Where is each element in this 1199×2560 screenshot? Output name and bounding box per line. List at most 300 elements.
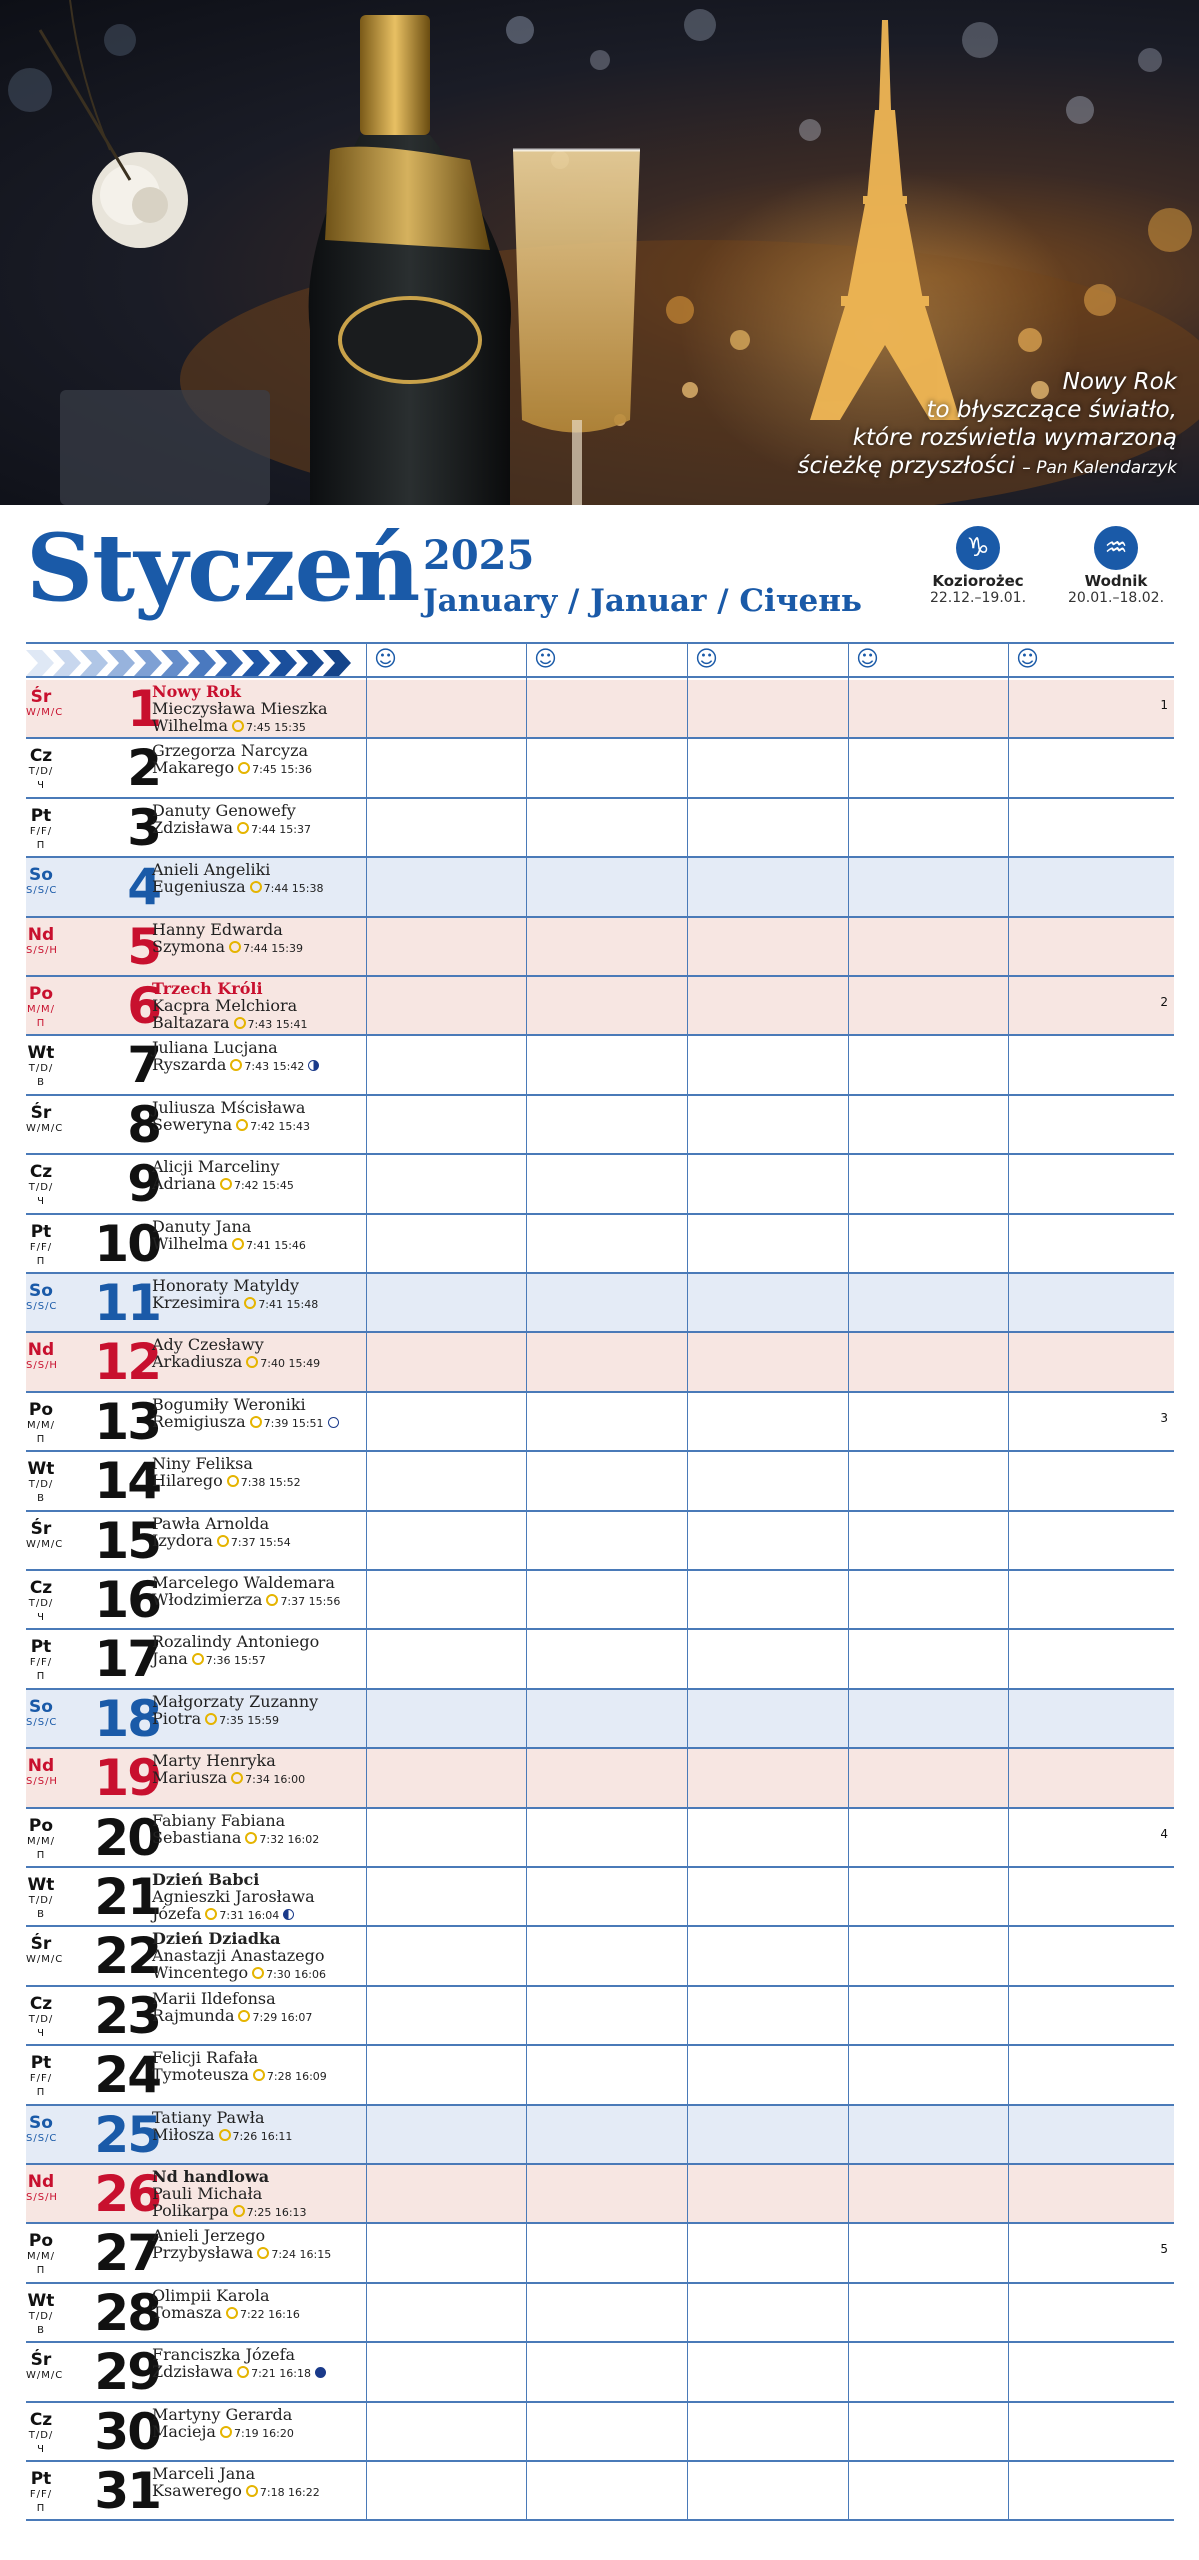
note-cell[interactable] (1008, 1868, 1174, 1925)
note-cell[interactable] (848, 2343, 1008, 2400)
note-cell[interactable] (366, 2403, 526, 2460)
day-number: 20 (94, 1808, 160, 1867)
note-cell[interactable] (848, 1690, 1008, 1747)
note-cell[interactable] (1008, 1452, 1174, 1509)
holiday-label: Nd handlowa (152, 2167, 270, 2186)
note-cell[interactable] (687, 2284, 848, 2341)
column-divider (526, 642, 527, 2521)
weekday (26, 1579, 56, 1625)
note-cell[interactable] (366, 2046, 526, 2103)
note-cell[interactable] (1008, 2106, 1174, 2163)
name-day-text: Baltazara (152, 1013, 230, 1032)
day-number: 2 (127, 739, 160, 798)
note-cell[interactable] (687, 1809, 848, 1866)
note-cell[interactable] (526, 1452, 687, 1509)
note-cell[interactable] (687, 1868, 848, 1925)
note-cell[interactable] (848, 2106, 1008, 2163)
note-cell[interactable] (848, 1927, 1008, 1984)
note-cell[interactable] (366, 1393, 526, 1450)
note-cell[interactable] (848, 2046, 1008, 2103)
weekday (26, 1518, 64, 1552)
note-cell[interactable] (687, 2224, 848, 2281)
sunrise-sunset: 7:37 15:54 (230, 1535, 291, 1549)
day-number: 23 (94, 1986, 160, 2045)
name-day-line (152, 2363, 326, 2382)
note-cell[interactable] (366, 1096, 526, 1153)
note-cell[interactable] (687, 1333, 848, 1390)
note-cell[interactable] (366, 680, 526, 737)
note-cell[interactable] (848, 799, 1008, 856)
day-row (26, 1215, 1174, 1274)
sunrise-sunset: 7:26 16:11 (232, 2129, 293, 2143)
note-cell[interactable] (1008, 2046, 1174, 2103)
note-cell[interactable] (366, 1630, 526, 1687)
note-cell[interactable] (366, 1274, 526, 1331)
note-cell[interactable] (848, 2462, 1008, 2519)
day-row (26, 1868, 1174, 1927)
weekday-abbr: Wt (27, 1875, 55, 1895)
weekday-abbr: Śr (30, 1102, 52, 1123)
note-cell[interactable] (526, 2284, 687, 2341)
note-cell[interactable] (848, 1393, 1008, 1450)
sunrise-sunset: 7:45 15:36 (252, 763, 313, 777)
name-day-line (152, 1158, 294, 1175)
note-cell[interactable] (526, 1809, 687, 1866)
note-cell[interactable] (687, 1393, 848, 1450)
name-day-text: Seweryna (152, 1114, 233, 1134)
note-cell[interactable] (526, 1096, 687, 1153)
note-cell[interactable] (1008, 1630, 1174, 1687)
holiday-label: Nowy Rok (152, 682, 241, 701)
name-day-text: Olimpii Karola (152, 2285, 270, 2305)
column-divider (687, 642, 688, 2521)
sun-times (229, 942, 303, 955)
note-cell[interactable] (526, 739, 687, 796)
note-cell[interactable] (848, 1630, 1008, 1687)
sun-times (252, 1968, 326, 1981)
note-cell[interactable] (526, 1274, 687, 1331)
sun-times (232, 721, 306, 734)
note-cell[interactable] (366, 1809, 526, 1866)
name-days (152, 1396, 339, 1432)
name-day-text: Marceli Jana (152, 2464, 256, 2483)
name-day-text: Włodzimierza (152, 1590, 263, 1609)
note-cell[interactable] (366, 1690, 526, 1747)
note-cell[interactable] (366, 1868, 526, 1925)
note-cell[interactable] (526, 1155, 687, 1212)
note-cell[interactable] (848, 1571, 1008, 1628)
sun-times (238, 2011, 312, 2024)
sun-times (246, 2486, 320, 2499)
note-cell[interactable] (526, 1690, 687, 1747)
name-day-text: Alicji Marceliny (152, 1157, 280, 1177)
weekday (26, 1757, 56, 1789)
note-cell[interactable] (1008, 2224, 1174, 2281)
note-cell[interactable] (848, 739, 1008, 796)
day-row (26, 1987, 1174, 2046)
note-cell[interactable] (687, 739, 848, 796)
note-cell[interactable] (1008, 858, 1174, 915)
note-cell[interactable] (366, 1036, 526, 1093)
note-cell[interactable] (687, 799, 848, 856)
note-cell[interactable] (848, 1096, 1008, 1153)
note-cell[interactable] (1008, 1571, 1174, 1628)
note-cell[interactable] (526, 680, 687, 737)
week-number: 2 (1160, 995, 1168, 1009)
day-number: 5 (127, 917, 160, 976)
sun-times (238, 763, 312, 776)
holiday-label: Dzień Dziadka (152, 1929, 281, 1949)
weekday-translations: T/D/В (28, 2310, 54, 2336)
weekday-translations: S/S/H (26, 1360, 58, 1372)
note-cell[interactable] (687, 2046, 848, 2103)
sunrise-sunset: 7:30 16:06 (266, 1968, 326, 1982)
note-cell[interactable] (1008, 1809, 1174, 1866)
note-cell[interactable] (526, 2343, 687, 2400)
note-cell[interactable] (526, 1333, 687, 1390)
sun-times (219, 2130, 293, 2143)
note-cell[interactable] (1008, 918, 1174, 975)
note-cell[interactable] (526, 977, 687, 1034)
quote-line: Nowy Rok (1062, 369, 1177, 395)
note-cell[interactable] (687, 1571, 848, 1628)
name-day-line (152, 1532, 291, 1551)
note-cell[interactable] (366, 2106, 526, 2163)
sun-times (231, 1773, 305, 1786)
note-cell[interactable] (526, 858, 687, 915)
sun-icon (230, 1059, 242, 1071)
day-number: 13 (94, 1392, 160, 1451)
sun-icon (246, 1356, 258, 1368)
note-cell[interactable] (848, 2403, 1008, 2460)
month-title: Styczeń (26, 513, 420, 622)
note-cell[interactable] (1008, 739, 1174, 796)
note-cell[interactable] (366, 739, 526, 796)
note-cell[interactable] (687, 2106, 848, 2163)
name-days (152, 1990, 312, 2026)
note-cell[interactable] (687, 2165, 848, 2222)
name-day-text: Pauli Michała (152, 2184, 263, 2203)
note-cell[interactable] (848, 1987, 1008, 2044)
note-cell[interactable] (366, 1512, 526, 1569)
name-days (152, 1455, 301, 1491)
name-day-text: Zdzisława (152, 817, 234, 837)
note-cell[interactable] (526, 2403, 687, 2460)
note-cell[interactable] (687, 2403, 848, 2460)
sunrise-sunset: 7:24 16:15 (271, 2248, 332, 2262)
note-cell[interactable] (366, 1927, 526, 1984)
note-cell[interactable] (687, 1215, 848, 1272)
weekday-translations: W/M/C (26, 1954, 64, 1966)
name-day-text: Niny Feliksa (152, 1454, 253, 1474)
note-cell[interactable] (687, 1927, 848, 1984)
hero-quote (797, 368, 1177, 482)
name-day-line (152, 2202, 307, 2221)
note-cell[interactable] (366, 1749, 526, 1806)
week-number: 5 (1160, 2242, 1168, 2257)
note-cell[interactable] (1008, 1215, 1174, 1272)
note-cell[interactable] (848, 1452, 1008, 1509)
name-days (152, 1871, 315, 1924)
name-day-text: Marii Ildefonsa (152, 1988, 276, 2008)
day-number: 6 (127, 977, 160, 1035)
name-day-text: Pawła Arnolda (152, 1513, 270, 1533)
holiday-label: Dzień Babci (152, 1870, 260, 1889)
note-cell[interactable] (848, 1215, 1008, 1272)
note-cell[interactable] (848, 2224, 1008, 2281)
weekday-abbr: Po (28, 1815, 54, 1836)
sun-times (220, 2427, 294, 2440)
note-cell[interactable] (526, 1215, 687, 1272)
name-day-line (152, 717, 328, 736)
note-cell[interactable] (687, 858, 848, 915)
note-cell[interactable] (526, 799, 687, 856)
note-cell[interactable] (687, 1096, 848, 1153)
name-day-line (152, 1175, 294, 1194)
quote-line (797, 452, 1177, 482)
note-cell[interactable] (848, 1155, 1008, 1212)
sun-icon (236, 1119, 248, 1131)
note-cell[interactable] (848, 1868, 1008, 1925)
sun-times (205, 1909, 279, 1922)
note-cell[interactable] (526, 1987, 687, 2044)
note-cell[interactable] (687, 1749, 848, 1806)
day-number: 27 (94, 2224, 160, 2283)
name-days (152, 2168, 307, 2221)
note-cell[interactable] (366, 799, 526, 856)
note-cell[interactable] (366, 2462, 526, 2519)
note-cell[interactable] (848, 918, 1008, 975)
name-day-text: Tatiany Pawła (152, 2107, 265, 2127)
name-day-line (152, 2109, 292, 2126)
note-cell[interactable] (526, 1036, 687, 1093)
note-cell[interactable] (1008, 977, 1174, 1034)
sun-times (253, 2070, 327, 2083)
name-day-line (152, 2049, 327, 2066)
day-number: 31 (94, 2462, 160, 2520)
note-cell[interactable] (848, 680, 1008, 737)
name-day-text: Wilhelma (152, 716, 228, 735)
note-cell[interactable] (687, 680, 848, 737)
note-cell[interactable] (526, 918, 687, 975)
name-day-line (152, 742, 312, 759)
note-cell[interactable] (1008, 1393, 1174, 1450)
holiday-label: Trzech Króli (152, 979, 263, 998)
name-day-line (152, 921, 303, 938)
sun-times (244, 1298, 318, 1311)
weekday (26, 1698, 56, 1730)
name-day-text: Jana (152, 1649, 188, 1669)
note-cell[interactable] (687, 2462, 848, 2519)
name-day-line (152, 1650, 319, 1669)
weekday-abbr: Wt (27, 2290, 55, 2311)
note-cell[interactable] (366, 1155, 526, 1212)
name-day-line (152, 1116, 310, 1135)
note-cell[interactable] (526, 1868, 687, 1925)
name-days (152, 1930, 326, 1983)
note-cell[interactable] (366, 1215, 526, 1272)
note-cell[interactable] (526, 1393, 687, 1450)
note-cell[interactable] (366, 2165, 526, 2222)
note-cell[interactable] (1008, 2284, 1174, 2341)
sun-times (205, 1714, 279, 1727)
note-cell[interactable] (687, 1512, 848, 1569)
note-cell[interactable] (1008, 1987, 1174, 2044)
day-row (26, 1749, 1174, 1808)
sun-icon (244, 1297, 256, 1309)
note-cell[interactable] (366, 2224, 526, 2281)
column-divider (1008, 642, 1009, 2521)
name-day-line (152, 1515, 291, 1532)
note-cell[interactable] (848, 977, 1008, 1034)
note-cell[interactable] (848, 2284, 1008, 2341)
chevron-arrow (296, 650, 324, 676)
name-day-text: Agnieszki Jarosława (152, 1887, 315, 1906)
name-days (152, 2287, 300, 2323)
name-day-line (152, 2482, 320, 2501)
name-day-text: Mieczysława Mieszka (152, 699, 328, 718)
name-day-line (152, 1413, 339, 1432)
note-cell[interactable] (526, 1630, 687, 1687)
sun-times (230, 1060, 304, 1073)
note-cell[interactable] (1008, 1927, 1174, 1984)
name-day-text: Danuty Genowefy (152, 800, 296, 820)
month-translations: January / Januar / Січень (423, 583, 862, 619)
note-cell[interactable] (526, 1749, 687, 1806)
note-cell[interactable] (1008, 2165, 1174, 2222)
note-cell[interactable] (1008, 799, 1174, 856)
name-day-line (152, 1294, 318, 1313)
sunrise-sunset: 7:45 15:35 (246, 721, 306, 734)
name-day-text: Bogumiły Weroniki (152, 1394, 306, 1414)
note-cell[interactable] (366, 2284, 526, 2341)
name-days (152, 1158, 294, 1194)
note-cell[interactable] (526, 2224, 687, 2281)
sun-times (234, 1018, 308, 1031)
note-cell[interactable] (366, 1452, 526, 1509)
note-cell[interactable] (526, 2165, 687, 2222)
note-cell[interactable] (526, 2462, 687, 2519)
note-cell[interactable] (366, 1571, 526, 1628)
week-number: 3 (1160, 1410, 1168, 1425)
note-cell[interactable] (848, 1809, 1008, 1866)
note-cell[interactable] (687, 1690, 848, 1747)
note-cell[interactable] (1008, 1096, 1174, 1153)
weekday-translations: M/M/П (27, 1419, 55, 1445)
note-cell[interactable] (687, 1036, 848, 1093)
note-cell[interactable] (1008, 1155, 1174, 1212)
name-day-text: Józefa (152, 1904, 202, 1923)
note-cell[interactable] (687, 1630, 848, 1687)
note-cell[interactable] (848, 858, 1008, 915)
note-cell[interactable] (526, 2046, 687, 2103)
day-row (26, 680, 1174, 739)
name-day-line (152, 2346, 326, 2363)
note-cell[interactable] (1008, 1274, 1174, 1331)
aquarius-icon: ♒ (1094, 526, 1138, 570)
sunrise-sunset: 7:32 16:02 (259, 1832, 320, 1846)
note-cell[interactable] (848, 2165, 1008, 2222)
note-cell[interactable] (1008, 1749, 1174, 1806)
note-cell[interactable] (526, 1571, 687, 1628)
weekday (26, 926, 56, 958)
note-cell[interactable] (1008, 2403, 1174, 2460)
quote-author: – Pan Kalendarzyk (1022, 458, 1177, 478)
note-cell[interactable] (848, 1333, 1008, 1390)
note-cell[interactable] (848, 1036, 1008, 1093)
name-day-text: Eugeniusza (152, 877, 246, 897)
name-days (152, 1336, 320, 1372)
note-cell[interactable] (848, 1512, 1008, 1569)
note-cell[interactable] (848, 1749, 1008, 1806)
name-day-line (152, 1888, 315, 1905)
name-day-text: Tymoteusza (152, 2065, 249, 2085)
day-number: 3 (127, 798, 160, 857)
note-cell[interactable] (687, 1452, 848, 1509)
weekday (26, 2173, 56, 2205)
sun-icon (233, 2205, 245, 2217)
weekday-translations: M/M/П (27, 1004, 55, 1029)
sun-times (233, 2206, 307, 2219)
note-cell[interactable] (1008, 2462, 1174, 2519)
day-row (26, 2046, 1174, 2105)
note-cell[interactable] (526, 1512, 687, 1569)
note-cell[interactable] (1008, 1036, 1174, 1093)
capricorn-icon: ♑ (956, 526, 1000, 570)
day-number: 1 (127, 680, 160, 738)
quote-line: to błyszczące światło, (926, 397, 1177, 423)
weekday-abbr: Po (28, 2231, 54, 2252)
note-cell[interactable] (366, 1987, 526, 2044)
sun-times (217, 1536, 291, 1549)
note-cell[interactable] (687, 2343, 848, 2400)
note-cell[interactable] (366, 858, 526, 915)
sunrise-sunset: 7:19 16:20 (233, 2426, 294, 2440)
note-cell[interactable] (1008, 2343, 1174, 2400)
note-cell[interactable] (366, 2343, 526, 2400)
note-cell[interactable] (526, 1927, 687, 1984)
calendar-grid (26, 642, 1174, 2542)
name-days (152, 1277, 318, 1313)
sun-times (266, 1595, 340, 1608)
weekday-translations: F/F/П (29, 2489, 53, 2514)
day-number: 24 (94, 2046, 160, 2105)
note-cell[interactable] (1008, 1512, 1174, 1569)
name-day-text: Szymona (152, 936, 226, 956)
note-cell[interactable] (687, 1274, 848, 1331)
note-cell[interactable] (366, 1333, 526, 1390)
name-days (152, 683, 328, 736)
note-cell[interactable] (687, 918, 848, 975)
note-cell[interactable] (687, 1987, 848, 2044)
note-cell[interactable] (687, 977, 848, 1034)
name-day-line (152, 1014, 307, 1033)
note-cell[interactable] (366, 918, 526, 975)
note-cell[interactable] (1008, 1690, 1174, 1747)
zodiac-dates: 22.12.–19.01. (929, 590, 1027, 606)
note-cell[interactable] (1008, 680, 1174, 737)
note-cell[interactable] (366, 977, 526, 1034)
name-day-line (152, 1905, 315, 1924)
weekday (26, 1817, 56, 1863)
note-cell[interactable] (526, 2106, 687, 2163)
note-cell[interactable] (1008, 1333, 1174, 1390)
note-cell[interactable] (848, 1274, 1008, 1331)
name-day-text: Macieja (152, 2421, 216, 2441)
day-row (26, 918, 1174, 977)
name-day-text: Hanny Edwarda (152, 919, 283, 939)
note-cell[interactable] (687, 1155, 848, 1212)
